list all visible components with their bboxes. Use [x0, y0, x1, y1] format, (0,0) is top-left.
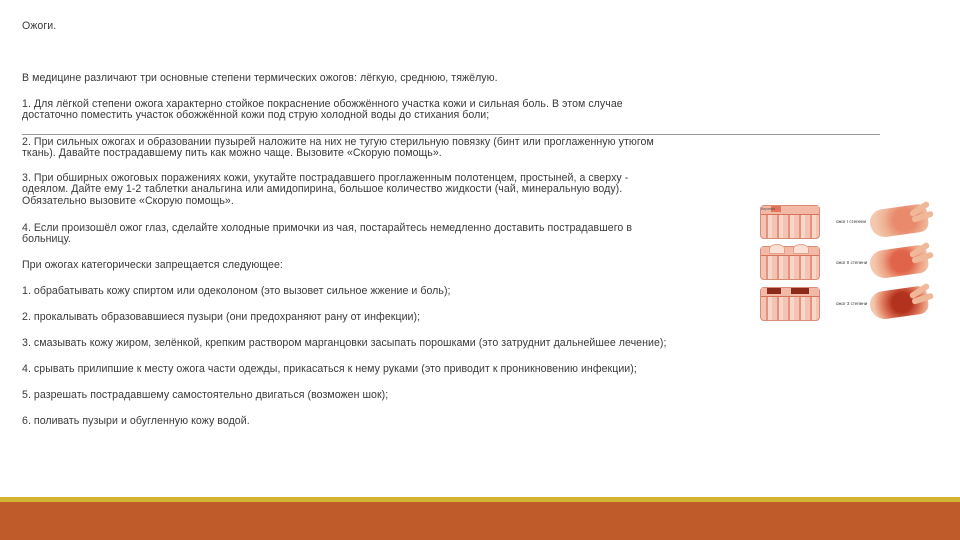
prohibited-heading: При ожогах категорически запрещается следующее:	[22, 259, 283, 271]
divider	[22, 134, 880, 135]
prohibited-item-3: 3. смазывать кожу жиром, зелёнкой, крепким раствором марганцовки засыпать порошками (это затруднит дальнейшее лечение);	[22, 337, 667, 349]
skin-layers-image	[760, 287, 820, 321]
degree-4-line-1: 4. Если произошёл ожог глаз, сделайте холодные примочки из чая, постарайтесь немедленно доставить пострадавшего в	[22, 222, 633, 234]
burn-label-3: ожог 3 степени	[836, 301, 868, 306]
burn-panel-1	[758, 203, 930, 239]
burn-panel-3	[758, 285, 930, 321]
degree-2-line-2: ткань). Давайте пострадавшему пить как можно чаще. Вызовите «Скорую помощь».	[22, 147, 442, 159]
intro-text: В медицине различают три основные степени термических ожогов: лёгкую, среднюю, тяжёлую.	[22, 72, 498, 84]
burn-degrees-illustration	[758, 203, 930, 321]
burn-label-1: ожог I степени	[836, 219, 867, 224]
degree-2-line-1: 2. При сильных ожогах и образовании пузырей наложите на них не тугую стерильную повязку (бинт или проглаженную утюгом	[22, 136, 654, 148]
degree-3-line-2: одеялом. Дайте ему 1-2 таблетки анальгина или амидопирина, большое количество жидкости (чай, минеральную воду).	[22, 183, 623, 195]
burn-panel-2	[758, 244, 930, 280]
degree-1-line-2: достаточно поместить участок обожжённой кожи под струю холодной воды до стихания боли;	[22, 109, 490, 121]
skin-layers-image	[760, 246, 820, 280]
prohibited-item-6: 6. поливать пузыри и обугленную кожу водой.	[22, 415, 250, 427]
hand-image	[868, 244, 929, 280]
slide-title: Ожоги.	[22, 20, 57, 32]
degree-1-line-1: 1. Для лёгкой степени ожога характерно стойкое покраснение обожжённого участка кожи и сильная боль. В этом случае	[22, 98, 623, 110]
hand-image	[868, 203, 929, 239]
footer-bar	[0, 502, 960, 540]
prohibited-item-4: 4. срывать прилипшие к месту ожога части одежды, прикасаться к нему руками (это приводит к проникновению инфекции);	[22, 363, 637, 375]
degree-3-line-3: Обязательно вызовите «Скорую помощь».	[22, 195, 234, 207]
burn-label-2: ожог II степени	[836, 260, 868, 265]
annotation-top-layer: Верхний	[761, 207, 776, 211]
hand-image	[868, 285, 929, 321]
prohibited-item-2: 2. прокалывать образовавшиеся пузыри (они предохраняют рану от инфекции);	[22, 311, 421, 323]
degree-3-line-1: 3. При обширных ожоговых поражениях кожи, укутайте пострадавшего проглаженным полотенцем, простыней, а сверху -	[22, 172, 629, 184]
prohibited-item-1: 1. обрабатывать кожу спиртом или одеколоном (это вызовет сильное жжение и боль);	[22, 285, 451, 297]
degree-4-line-2: больницу.	[22, 233, 71, 245]
prohibited-item-5: 5. разрешать пострадавшему самостоятельно двигаться (возможен шок);	[22, 389, 389, 401]
